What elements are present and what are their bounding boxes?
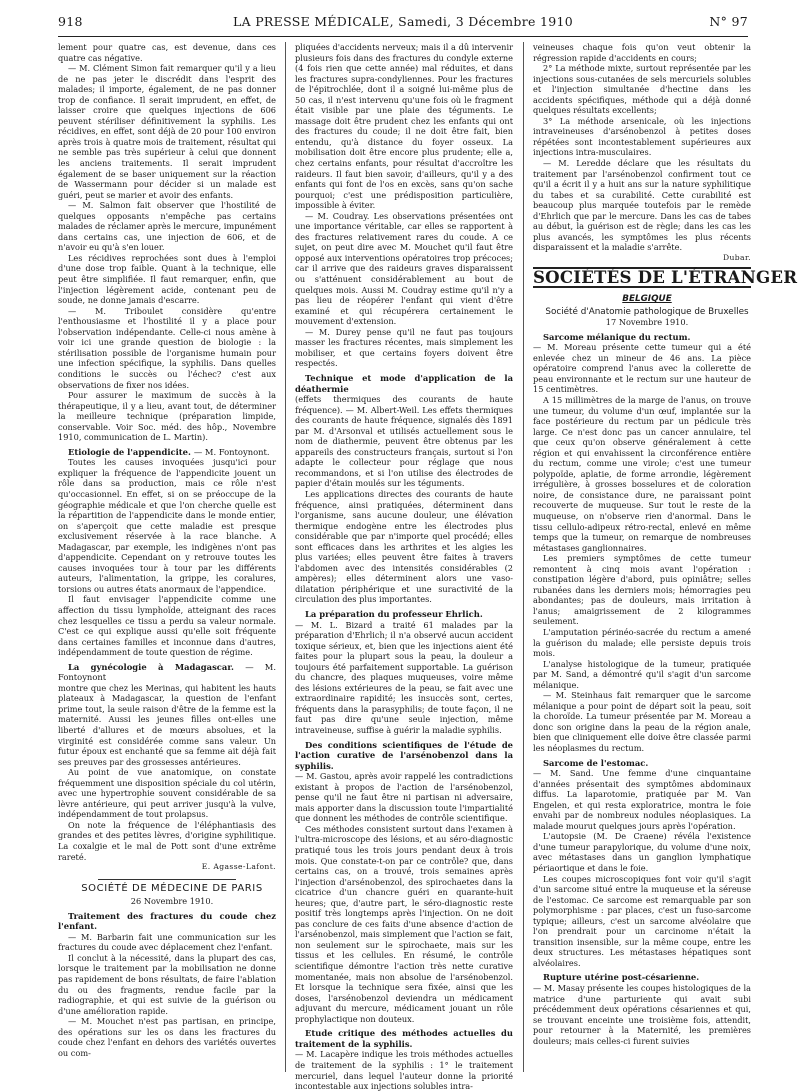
heading-author: — M. Fontoynont. (193, 446, 270, 457)
section-heading: Etude critique des méthodes actuelles du traitement de la syphilis. (295, 1028, 513, 1049)
session-date: 17 Novembre 1910. (605, 317, 689, 328)
paragraph: Les récidives reprochées sont dues à l'emploi d'une dose trop faible. Quant à la technique, elle peut être simplifiée. Il faut remarquer, enfin, que l'injection légèrement acide, contenant peu de soude, ne donne jamais d'escarre. (58, 252, 276, 306)
paragraph: A 15 millimètres de la marge de l'anus, on trouve une tumeur, du volume d'un œuf, implantée sur la face postérieure du rectum par un pédicule très large. Ce n'est donc pas un cancer annulaire, tel que ceux qu'on observe généralement à cette région et qui envahissent la circonférence entière du rectum, comme une virole; c'est une tumeur polypoïde, aplatie, de forme arrondie, légèrement irrégulière, à grosses bosselures et de coloration noire, de consistance dure, ne paraissant point recouverte de muqueuse. Sur tout le reste de la muqueuse, on n'observe rien d'anormal. Dans le tissu cellulo-adipeux rétro-rectal, enlevé en même temps que la tumeur, on remarque de nombreuses métastases ganglionnaires. (533, 394, 751, 553)
heading-author: — M. Fontoynont (58, 661, 276, 683)
paragraph: L'amputation périnéo-sacrée du rectum a amené la guérison du malade; elle persiste depuis trois mois. (533, 626, 751, 659)
paragraph: — M. Steinhaus fait remarquer que le sarcome mélanique a pour point de départ soit la peau, soit la choroïde. La tumeur présentée par M. Moreau a donc son origine dans la peau de la région anale, bien que cliniquement elle doive être classée parmi les néoplasmes du rectum. (533, 690, 751, 753)
column-1 (58, 42, 276, 1072)
section-heading: Sarcome de l'estomac. (543, 757, 649, 768)
section-heading: Traitement des fractures du coude chez l'enfant. (58, 910, 276, 932)
paragraph: — M. Masay présente les coupes histologiques de la matrice d'une parturiente qui avait subi précédemment deux opérations césariennes et qui, se trouvant enceinte une troisième fois, attendit, pour retourner à la Maternité, les premières douleurs; mais celles-ci furent suivies (533, 983, 751, 1046)
paragraph: (effets thermiques des courants de haute fréquence). — M. Albert-Weil. Les effets thermiques des courants de haute fréquence, signalés dès 1891 par M. d'Arsonval et utilisés actuellement sous le nom de diathermie, peuvent être obtenus par les appareils des constructeurs français, surtout si l'on adapte le collecteur pour réglage que nous recommandons, et si l'on utilise des électrodes de papier d'étain moulés sur les téguments. (295, 394, 513, 489)
section-divider (98, 879, 236, 880)
paragraph: — M. Barbarin fait une communication sur les fractures du coude avec déplacement chez l'enfant. (58, 931, 276, 953)
paragraph: — M. Sand. Une femme d'une cinquantaine d'années présentait des symptômes abdominaux diffus. La laparotomie, pratiquée par M. Van Engelen, et qui resta exploratrice, montra le foie envahi par de nombreux nodules néoplasiques. La malade mourut quelques jours après l'opération. (533, 768, 751, 831)
country-heading: BELGIQUE (622, 294, 672, 305)
section-heading (58, 662, 276, 683)
signature: E. Agasse-Lafont. (201, 862, 276, 872)
paragraph: 2° La méthode mixte, surtout représentée par les injections sous-cutanées de sels mercuriels solubles et l'injection simultanée d'hectine dans les accidents spécifiques, méthode qui a déjà donné quelques résultats excellents; (533, 63, 751, 116)
section-heading: Technique et mode d'application de la déathermie (295, 372, 513, 394)
heading-text: Etiologie de l'appendicite. (68, 446, 191, 457)
paragraph: Les premiers symptômes de cette tumeur remontent à cinq mois avant l'opération : constipation légère d'abord, puis opiniâtre; selles rubanées dans les derniers mois; hémorragies peu abondantes; pas de douleurs, mais irritation à l'anus; amaigrissement de 2 kilogrammes seulement. (533, 553, 751, 627)
column-divider (523, 42, 524, 1072)
column-2 (295, 42, 513, 1092)
paragraph: Les applications directes des courants de haute fréquence, ainsi pratiquées, déterminent dans l'organisme, sans aucune douleur, une élévation thermique endogène entre les électrodes plus considérable que par n'importe quel procédé; elles sont efficaces dans les arthrites et les algies les plus variées; elles peuvent être faites à travers l'abdomen avec des intensités considérables (2 ampères); elles déterminent alors une vaso-dilatation périphérique et une suractivité de la circulation des plus importantes. (295, 488, 513, 605)
paragraph: Au point de vue anatomique, on constate fréquemment une disposition spéciale du col utérin, avec une hypertrophie souvent considérable de sa lèvre antérieure, qui peut arriver jusqu'à la vulve, indépendamment de tout prolapsus. (58, 767, 276, 820)
paragraph: — M. Gastou, après avoir rappelé les contradictions existant à propos de l'action de l'arsénobenzol, pense qu'il ne faut être ni partisan ni adversaire, mais apporter dans la discussion toute l'impartialité que donnent les méthodes de contrôle scientifique. (295, 771, 513, 824)
issue-number: N° 97 (709, 14, 748, 29)
paragraph: — M. Clément Simon fait remarquer qu'il y a lieu de ne pas jeter le discrédit dans l'esprit des malades; il importe, également, de ne pas donner trop de confiance. Il serait imprudent, en effet, de laisser croire que quelques injections de 606 peuvent stériliser définitivement la syphilis. Les récidives, en effet, sont déjà de 20 pour 100 environ après trois à quatre mois de traitement, résultat qui ne semble pas très supérieur à celui que donnent les anciens traitements. Il serait imprudent également de se baser uniquement sur la réaction de Wassermann pour décider si un malade est guéri, peut se marier et avoir des enfants. (58, 63, 276, 200)
page-number: 918 (58, 14, 83, 29)
section-heading: La préparation du professeur Ehrlich. (305, 608, 483, 619)
column-3 (533, 42, 798, 1072)
heading-text: La gynécologie à Madagascar. (68, 661, 234, 672)
section-heading: Sarcome mélanique du rectum. (543, 331, 691, 342)
paragraph: — M. Durey pense qu'il ne faut pas toujours masser les fractures récentes, mais simplement les mobiliser, et que certains foyers doivent être respectés. (295, 326, 513, 369)
paragraph: L'analyse histologique de la tumeur, pratiquée par M. Sand, a démontré qu'il s'agit d'un sarcome mélanique. (533, 658, 751, 690)
newspaper-title: LA PRESSE MÉDICALE, Samedi, 3 Décembre 1910 (233, 14, 573, 29)
society-name: SOCIÉTÉ DE MÉDECINE DE PARIS (81, 882, 263, 894)
paragraph: 3° La méthode arsenicale, où les injections intraveineuses d'arsénobenzol à petites doses répétées sont incontestablement supérieures aux injections intra-musculaires. (533, 115, 751, 158)
paragraph: — M. Leredde déclare que les résultats du traitement par l'arsénobenzol confirment tout ce qu'il a écrit il y a huit ans sur la nature syphilitique du tabes et sa curabilité. Cette curabilité est beaucoup plus marquée toutefois par le remède d'Ehrlich que par le mercure. Dans les cas de tabes au début, la guérison est de règle; dans les cas les plus avancés, les symptômes les plus récents disparaissent et la maladie s'arrête. (533, 158, 751, 253)
paragraph: — M. Salmon fait observer que l'hostilité de quelques opposants n'empêche pas certains malades de réclamer après le mercure, impunément dans certains cas, une injection de 606, et de n'avoir eu qu'à s'en louer. (58, 200, 276, 253)
paragraph: Il faut envisager l'appendicite comme une affection du tissu lymphoïde, atteignant des races chez lesquelles ce tissu a perdu sa valeur normale. C'est ce qui explique aussi qu'elle soit fréquente dans certaines familles et inconnue dans d'autres, indépendamment de toute question de régime. (58, 594, 276, 658)
paragraph: — M. L. Bizard a traité 61 malades par la préparation d'Ehrlich; il n'a observé aucun accident toxique sérieux, et, bien que les injections aient été faites pour la plupart sous la peau, la douleur a toujours été parfaitement supportable. La guérison du chancre, des plaques muqueuses, voire même des lésions extérieures de la peau, se fait avec une extraordinaire rapidité; les insuccès sont, certes, fréquents dans la parasyphilis; de toute façon, il ne faut pas dire qu'une seule injection, même intraveineuse, suffise à guérir la maladie syphilis. (295, 619, 513, 735)
society-name: Société d'Anatomie pathologique de Bruxelles (545, 306, 749, 317)
section-heading: Rupture utérine post-césarienne. (543, 972, 700, 983)
paragraph: Il conclut à la nécessité, dans la plupart des cas, lorsque le traitement par la mobilisation ne donne pas rapidement de bons résultats, de faire l'ablation du ou des fragments, rendue facile par la radiographie, et qui est suivie de la guérison ou d'une amélioration rapide. (58, 952, 276, 1016)
paragraph: — M. Mouchet n'est pas partisan, en principe, des opérations sur les os dans les fractures du coude chez l'enfant en dehors des variétés ouvertes ou com- (58, 1016, 276, 1058)
section-banner: SOCIÉTÉS DE L'ÉTRANGER (533, 267, 798, 288)
paragraph: On note la fréquence de l'éléphantiasis des grandes et des petites lèvres, d'origine syphilitique. La coxalgie et le mal de Pott sont d'une extrême rareté. (58, 819, 276, 862)
paragraph: Pour assurer le maximum de succès à la thérapeutique, il y a lieu, avant tout, de déterminer la meilleure technique (préparation limpide, conservable. Voir Soc. méd. des hôp., Novembre 1910, communication de L. Martin). (58, 390, 276, 443)
paragraph: — M. Moreau présente cette tumeur qui a été enlevée chez un mineur de 46 ans. La pièce opératoire comprend l'anus avec la collerette de peau environnante et le rectum sur une hauteur de 15 centimètres. (533, 342, 751, 395)
paragraph: Les coupes microscopiques font voir qu'il s'agit d'un sarcome situé entre la muqueuse et la séreuse de l'estomac. Ce sarcome est remarquable par son polymorphisme : par places, c'est un fuso-sarcome typique; ailleurs, c'est un sarcome alvéolaire que l'on prendrait pour un carcinome n'était la transition insensible, sur la même coupe, entre les deux structures. Les métastases hépatiques sont alvéolaires. (533, 873, 751, 968)
paragraph: lement pour quatre cas, est devenue, dans ces quatre cas négative. (58, 42, 276, 63)
paragraph: — M. Lacapère indique les trois méthodes actuelles de traitement de la syphilis : 1° le traitement mercuriel, dans lequel l'auteur donne la priorité incontestable aux injections solubles intra- (295, 1049, 513, 1092)
paragraph: — M. Triboulet considère qu'entre l'enthousiasme et l'hostilité il y a place pour l'observation indépendante. Celle-ci nous amène à voir ici une grande question de biologie : la stérilisation possible de l'organisme humain pour une infection spécifique, la syphilis. Dans quelles conditions le succès ou l'échec? c'est aux observations de fixer nos idées. (58, 305, 276, 390)
paragraph: Ces méthodes consistent surtout dans l'examen à l'ultra-microscope des lésions, et au séro-diagnostic pratiqué tous les trois jours pendant deux à trois mois. Que constate-t-on par ce contrôle? que, dans certains cas, on a trouvé, trois semaines après l'injection d'arsénobenzol, des spirochaetes dans la cicatrice d'un chancre guéri en quarante-huit heures; que, d'autre part, le séro-diagnostic reste positif très longtemps après l'injection. On ne doit pas conclure de ces faits d'une absence d'action de l'arsénobenzol, mais simplement que l'action se fait, non seulement sur le spirochaete, mais sur les tissus et les cellules. En résumé, le contrôle scientifique démontre l'action très nette curative momentanée, mais non absolue de l'arsénobenzol. Et lorsque la technique sera fixée, ainsi que les doses, l'arsénobenzol deviendra un médicament adjuvant du mercure, médicament jouant un rôle prophylactique non douteux. (295, 823, 513, 1024)
page-header (58, 14, 748, 34)
signature: Dubar. (723, 252, 751, 262)
paragraph: — M. Coudray. Les observations présentées ont une importance véritable, car elles se rapportent à des fractures relativement rares du coude. A ce sujet, on peut dire avec M. Mouchet qu'il faut être opposé aux interventions opératoires trop précoces; car il arrive que des raideurs graves disparaissent ou s'atténuent considérablement au bout de quelques mois. Aussi M. Coudray estime qu'il n'y a pas lieu de réopérer l'enfant qui vient d'être examiné et qui récupérera certainement le mouvement d'extension. (295, 210, 513, 327)
paragraph: montre que chez les Merinas, qui habitent les hauts plateaux à Madagascar, la question de l'enfant prime tout, la seule raison d'être de la femme est la maternité. Aussi les jeunes filles ont-elles une liberté d'allures et de mœurs absolues, et la virginité est considérée comme sans valeur. Un futur époux est enchanté que sa femme ait déjà fait ses preuves par des grossesses antérieures. (58, 682, 276, 767)
paragraph: Toutes les causes invoquées jusqu'ici pour expliquer la fréquence de l'appendicite jouent un rôle dans sa production, mais ce rôle n'est qu'occasionnel. En effet, si on se préoccupe de la géographie médicale et que l'on cherche quelle est la répartition de l'appendicite dans le monde entier, on s'aperçoit que cette maladie est presque exclusivement réservée à la race blanche. A Madagascar, par exemple, les indigènes n'ont pas d'appendicite. Cependant on y retrouve toutes les causes invoquées tour à tour par les différents auteurs, l'alimentation, la grippe, les coralures, torsions ou autres états anormaux de l'appendice. (58, 457, 276, 594)
header-rule (58, 36, 748, 37)
session-date: 26 Novembre 1910. (130, 896, 214, 907)
paragraph: veineuses chaque fois qu'on veut obtenir la régression rapide d'accidents en cours; (533, 42, 751, 63)
paragraph: pliquées d'accidents nerveux; mais il a dû intervenir plusieurs fois dans des fractures du condyle externe (4 fois rien que cette année) mal réduites, et dans les fractures supra-condyliennes. Pour les fractures de l'épitrochlée, dont il a soigné lui-même plus de 50 cas, il n'est intervenu qu'une fois où le fragment était visible par une plaie des téguments. Le massage doit être prudent chez les enfants qui ont des fractures du coude; il ne doit être fait, bien entendu, qu'à distance du foyer osseux. La mobilisation doit être encore plus prudente; elle a, chez certains enfants, pour résultat d'accroître les raideurs. Il faut bien savoir, d'ailleurs, qu'il y a des enfants qui font de l'os en excès, sans qu'on sache pourquoi; c'est une prédisposition particulière, impossible à éviter. (295, 42, 513, 211)
section-heading: Des conditions scientifiques de l'étude de l'action curative de l'arsénobenzol dans la syphilis. (295, 739, 513, 771)
section-heading (58, 447, 276, 458)
column-divider (285, 42, 286, 1072)
paragraph: L'autopsie (M. De Craene) révéla l'existence d'une tumeur parapylorique, du volume d'une noix, avec métastases dans un ganglion lymphatique périaortique et dans le foie. (533, 831, 751, 874)
